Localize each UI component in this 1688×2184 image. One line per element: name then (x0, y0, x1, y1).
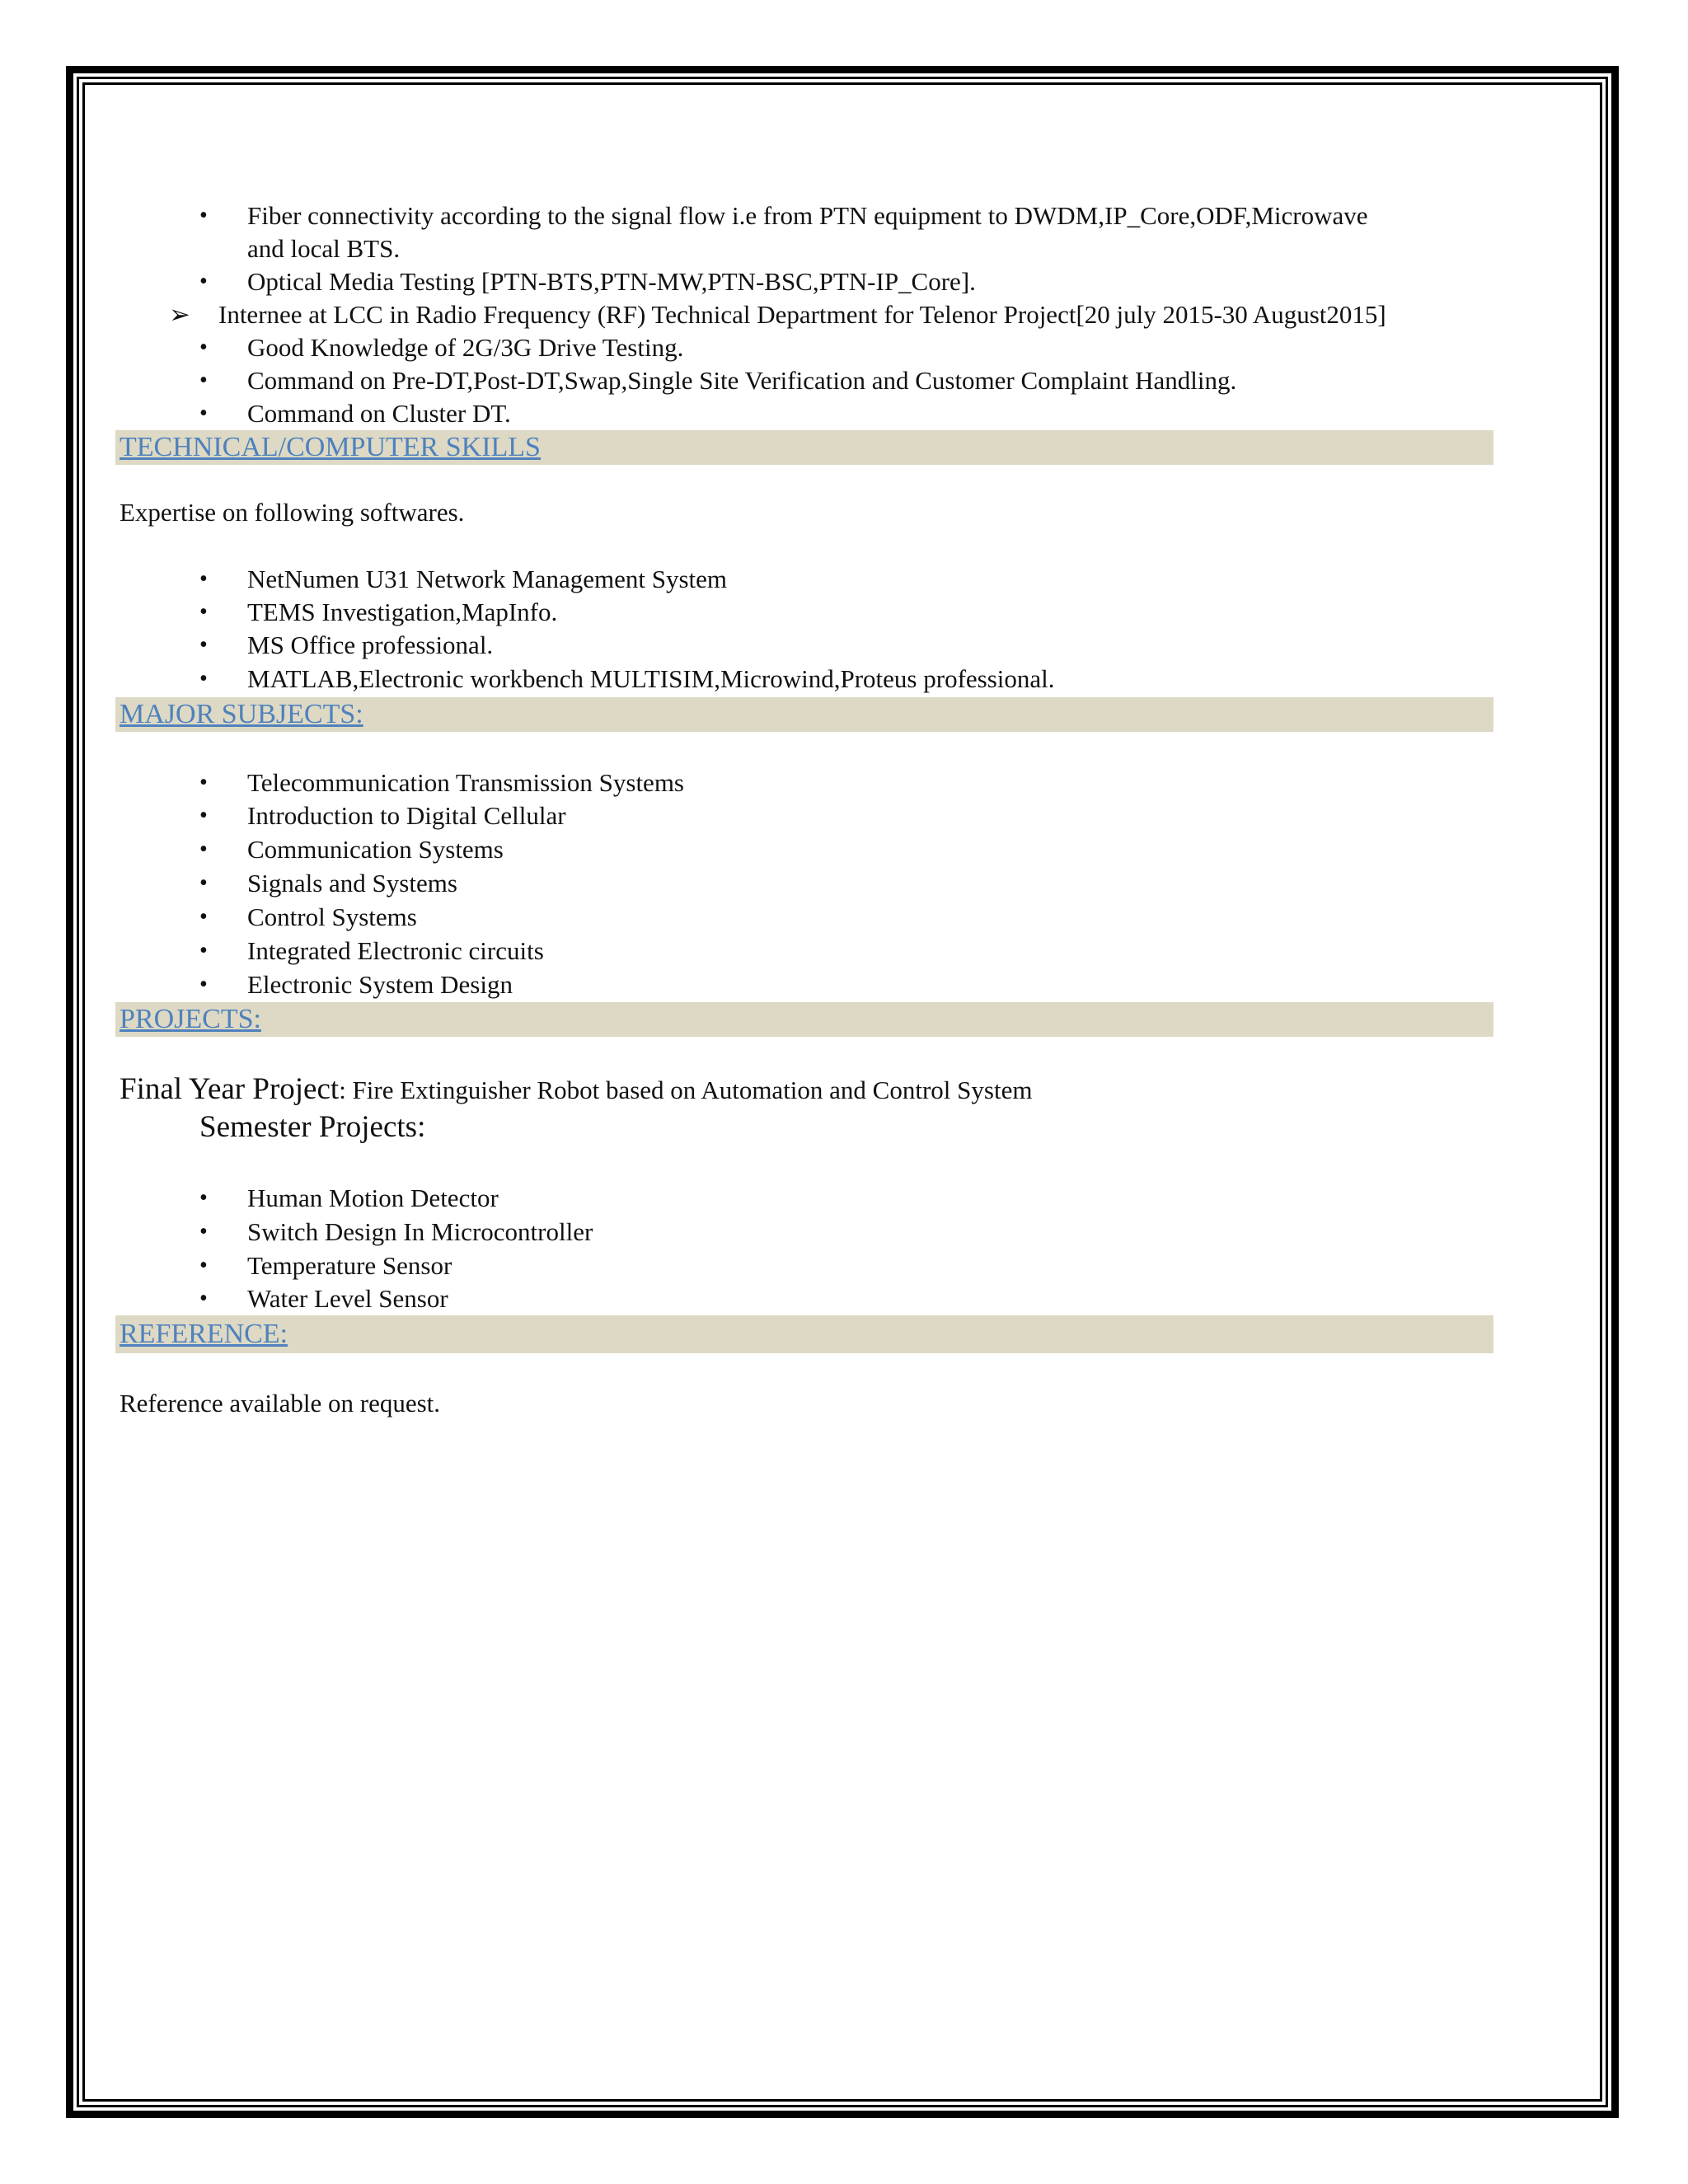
subject-item: Electronic System Design (247, 970, 513, 999)
skill-item: MS Office professional. (247, 630, 494, 659)
bullet-icon: • (199, 335, 208, 360)
semester-projects-label: Semester Projects: (199, 1110, 426, 1144)
internship-item: Command on Pre-DT,Post-DT,Swap,Single Site Verification and Customer Complaint Handling. (247, 366, 1237, 395)
major-subjects-heading[interactable]: MAJOR SUBJECTS: (120, 699, 363, 729)
bullet-icon: • (199, 837, 208, 862)
experience-item: Fiber connectivity according to the signal flow i.e from PTN equipment to DWDM,IP_Core,ODF,Microwave (247, 201, 1368, 230)
bullet-icon: • (199, 1286, 208, 1311)
reference-heading[interactable]: REFERENCE: (120, 1319, 288, 1349)
projects-heading[interactable]: PROJECTS: (120, 1004, 261, 1034)
bullet-icon: • (199, 770, 208, 795)
skill-item: TEMS Investigation,MapInfo. (247, 598, 558, 626)
experience-item-continued: and local BTS. (247, 234, 401, 263)
semester-project-item: Human Motion Detector (247, 1183, 499, 1212)
final-year-project-text: : Fire Extinguisher Robot based on Automation and Control System (339, 1076, 1033, 1104)
subject-item: Control Systems (247, 902, 417, 931)
semester-project-item: Water Level Sensor (247, 1284, 448, 1313)
projects-heading-bar (115, 1002, 1493, 1037)
reference-heading-bar (115, 1315, 1493, 1353)
bullet-icon: • (199, 904, 208, 930)
bullet-icon: • (199, 1219, 208, 1244)
subject-item: Telecommunication Transmission Systems (247, 768, 684, 797)
bullet-icon: • (199, 566, 208, 592)
bullet-icon: • (199, 1253, 208, 1278)
bullet-icon: • (199, 632, 208, 658)
skill-item: MATLAB,Electronic workbench MULTISIM,Microwind,Proteus professional. (247, 664, 1055, 693)
final-year-project-label: Final Year Project (120, 1072, 340, 1106)
bullet-icon: • (199, 599, 208, 625)
internship-title: Internee at LCC in Radio Frequency (RF) Technical Department for Telenor Project[20 july 2015-30 August2015] (218, 300, 1386, 329)
final-year-project (120, 1073, 1032, 1107)
arrow-bullet-icon: ➢ (169, 300, 190, 329)
bullet-icon: • (199, 666, 208, 691)
bullet-icon: • (199, 401, 208, 426)
subject-item: Communication Systems (247, 835, 504, 864)
bullet-icon: • (199, 368, 208, 393)
bullet-icon: • (199, 203, 208, 228)
technical-intro: Expertise on following softwares. (120, 498, 465, 527)
bullet-icon: • (199, 870, 208, 896)
bullet-icon: • (199, 972, 208, 997)
subject-item: Introduction to Digital Cellular (247, 801, 566, 830)
technical-skills-heading[interactable]: TECHNICAL/COMPUTER SKILLS (120, 432, 541, 462)
bullet-icon: • (199, 1185, 208, 1211)
subject-item: Integrated Electronic circuits (247, 936, 544, 965)
skill-item: NetNumen U31 Network Management System (247, 565, 727, 593)
bullet-icon: • (199, 803, 208, 828)
reference-text: Reference available on request. (120, 1389, 441, 1418)
internship-item: Command on Cluster DT. (247, 399, 511, 428)
subject-item: Signals and Systems (247, 869, 457, 898)
bullet-icon: • (199, 938, 208, 963)
internship-item: Good Knowledge of 2G/3G Drive Testing. (247, 333, 684, 362)
experience-item: Optical Media Testing [PTN-BTS,PTN-MW,PTN-BSC,PTN-IP_Core]. (247, 267, 976, 296)
semester-project-item: Switch Design In Microcontroller (247, 1217, 593, 1246)
bullet-icon: • (199, 269, 208, 294)
semester-project-item: Temperature Sensor (247, 1251, 452, 1280)
